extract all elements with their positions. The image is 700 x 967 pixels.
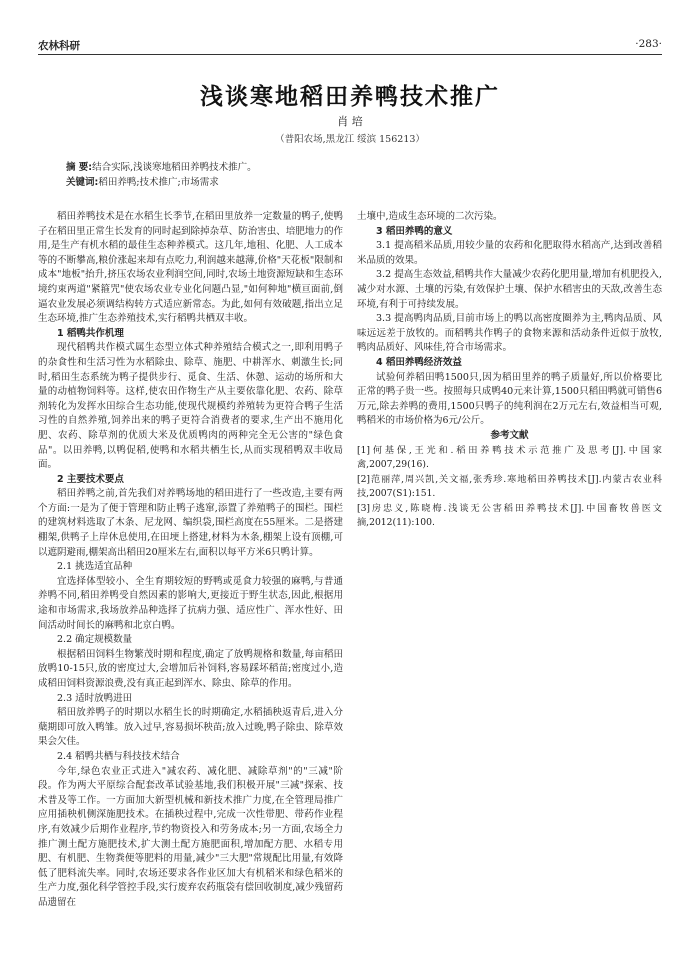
keywords-line bbox=[66, 175, 626, 190]
header-divider bbox=[38, 54, 662, 55]
subsection-heading: 2.3 适时放鸭进田 bbox=[57, 692, 133, 704]
author-affiliation: （普阳农场,黑龙江 绥滨 156213） bbox=[275, 134, 425, 145]
reference-entry: [3]房忠义,陈晓梅.浅谈无公害稻田养鸭技术[J].中国畜牧兽医文摘,2012(11):100. bbox=[357, 502, 662, 529]
page-number: ·283· bbox=[635, 38, 662, 50]
references-heading: 参考文献 bbox=[490, 429, 529, 441]
subsection-heading: 2.4 稻鸭共栖与科技技术结合 bbox=[57, 750, 180, 762]
body-paragraph: 稻田养鸭技术是在水稻生长季节,在稻田里放养一定数量的鸭子,使鸭子在稻田里正常生长发育的同时起到除掉杂草、防治害虫、培肥地力的作用,是生产有机水稻的最佳生态种养模式。这几年,地租、化肥、人工成本等的不断攀高,粮价涨起来却有点吃力,利润越来越薄,价格"天花板"限制和成本"地板"抬升,挤压农场农业利润空间,同时,农场土地资源短缺和生态环境约束两道"紧箍咒"使农场农业专业化问题凸显,"如何种地"横亘面前,倒逼农业发展必须调结构转方式适应新常态。为此,如何有效破题,指出立足生态环境,推广生态养殖技术,实行稻鸭共栖双丰收。 bbox=[38, 211, 343, 325]
right-column bbox=[357, 210, 662, 531]
keywords-label: 关键词: bbox=[66, 177, 99, 188]
abstract-line bbox=[66, 160, 626, 175]
journal-name: 农林科研 bbox=[38, 40, 80, 52]
body-paragraph: 3.2 提高生态效益,稻鸭共作大量减少农药化肥用量,增加有机肥投入,减少对水源、土壤的污染,有效保护土壤、保护水稻害虫的天敌,改善生态环境,有利于可持续发展。 bbox=[357, 269, 662, 310]
section-heading: 2 主要技术要点 bbox=[57, 473, 124, 485]
article-title: 浅谈寒地稻田养鸭技术推广 bbox=[200, 83, 500, 110]
section-heading: 1 稻鸭共作机理 bbox=[57, 327, 124, 339]
body-paragraph: 宜选择体型较小、全生育期较短的野鸭或觅食力较强的麻鸭,与普通养鸭不同,稻田养鸭受自然因素的影响大,更接近于野生状态,因此,根据用途和市场需求,我场放养品种选择了抗病力强、适应性广、浑水性好、田间活动时间长的麻鸭和北京白鸭。 bbox=[38, 575, 343, 631]
body-paragraph: 3.3 提高鸭肉品质,目前市场上的鸭以高密度圈养为主,鸭肉品质、风味远远差于放牧的。而稻鸭共作鸭子的食物来源和活动条件近似于放牧,鸭肉品质好、风味佳,符合市场需求。 bbox=[357, 313, 662, 354]
body-paragraph: 稻田放养鸭子的时期以水稻生长的时期确定,水稻插秧返青后,进入分蘖期即可放入鸭雏。放入过早,容易损坏秧苗;放入过晚,鸭子除虫、除草效果会欠佳。 bbox=[38, 707, 343, 748]
body-paragraph: 试验何养稻田鸭1500只,因为稻田里养的鸭子质量好,所以价格要比正常的鸭子贵一些。按照每只成鸭40元来计算,1500只稻田鸭就可销售6万元,除去养鸭的费用,1500只鸭子的纯利润在2万元左右,效益相当可观,鸭稻米的市场价格为6元/公斤。 bbox=[357, 371, 662, 427]
body-paragraph: 根据稻田饲料生物繁茂时期和程度,确定了放鸭规格和数量,每亩稻田放鸭10-15只,放的密度过大,会增加后补饲料,容易踩坏稻苗;密度过小,造成稻田饲料资源浪费,没有真正起到浑水、除虫、除草的作用。 bbox=[38, 648, 343, 689]
body-paragraph: 今年,绿色农业正式进入"减农药、减化肥、减除草剂"的"三减"阶段。作为两大平原综合配套改革试验基地,我们积极开展"三减"探索、技术普及等工作。一方面加大新型机械和新技术推广力度,在全管理局推广应用插秧机侧深施肥技术。在插秧过程中,完成一次性带肥、带药作业程序,有效减少后期作业程序,节约物资投入和劳务成本;另一方面,农场全力推广测土配方施肥技术,扩大测土配方施肥面积,增加配方肥、水稻专用肥、有机肥、生物粪便等肥料的用量,减少"三大肥"常规配比用量,有效降低了肥料流失率。同时,农场还要求各作业区加大有机稻米和绿色稻米的生产力度,强化科学管控手段,实行废弃农药瓶袋有偿回收制度,减少残留药品遗留在 bbox=[38, 765, 343, 908]
body-paragraph: 3.1 提高稻米品质,用较少量的农药和化肥取得水稻高产,达到改善稻米品质的效果。 bbox=[357, 240, 662, 266]
body-paragraph: 现代稻鸭共作模式属生态型立体式种养殖结合模式之一,即利用鸭子的杂食性和生活习性为水稻除虫、除草、施肥、中耕浑水、刺激生长;同时,稻田生态系统为鸭子提供步行、觅食、生活、休憩、运动的场所和大量的动植物饲料等。这样,使农田作物生产从主要依靠化肥、农药、除草剂转化为发挥水田综合生态功能,使现代规模约养殖转为更符合鸭子生活习性的自然养殖,饲养出来的鸭子更符合消费者的要求,生产出不施用化肥、农药、除草剂的优质大米及优质鸭肉的两种完全无公害的"绿色食品"。以田养鸭,以鸭促稻,使鸭和水稻共栖生长,从而实现稻鸭双丰收局面。 bbox=[38, 342, 343, 471]
subsection-heading: 2.1 挑选适宜品种 bbox=[57, 561, 133, 573]
reference-entry: [1]何基保,王光和.稻田养鸭技术示范推广及思考[J].中国家禽,2007,29(16). bbox=[357, 444, 662, 471]
author-name: 肖 培 bbox=[337, 115, 363, 128]
left-column bbox=[38, 210, 343, 911]
abstract-label: 摘 要: bbox=[66, 162, 93, 173]
abstract-text: 结合实际,浅谈寒地稻田养鸭技术推广。 bbox=[92, 162, 257, 173]
abstract-block bbox=[66, 160, 626, 190]
section-heading: 3 稻田养鸭的意义 bbox=[376, 225, 453, 237]
body-paragraph: 稻田养鸭之前,首先我们对养鸭场地的稻田进行了一些改造,主要有两个方面:一是为了便于管理和防止鸭子逃窜,添置了养殖鸭子的围栏。围栏的建筑材料选取了木条、尼龙网、编织袋,围栏高度在55厘米。二是搭建棚架,供鸭子上岸休息使用,在田埂上搭建,材料为木条,棚架上设有顶棚,可以遮阴避雨,棚架高出稻田20厘米左右,面积以每平方米6只鸭计算。 bbox=[38, 488, 343, 558]
reference-entry: [2]范丽萍,周兴凯,关文福,张秀珍.寒地稻田养鸭技术[J].内蒙古农业科技,2007(S1):151. bbox=[357, 473, 662, 500]
subsection-heading: 2.2 确定规模数量 bbox=[57, 634, 133, 646]
keywords-text: 稻田养鸭;技术推广;市场需求 bbox=[98, 177, 219, 188]
body-paragraph-continued: 土壤中,造成生态环境的二次污染。 bbox=[357, 211, 503, 222]
section-heading: 4 稻田养鸭经济效益 bbox=[376, 356, 462, 368]
